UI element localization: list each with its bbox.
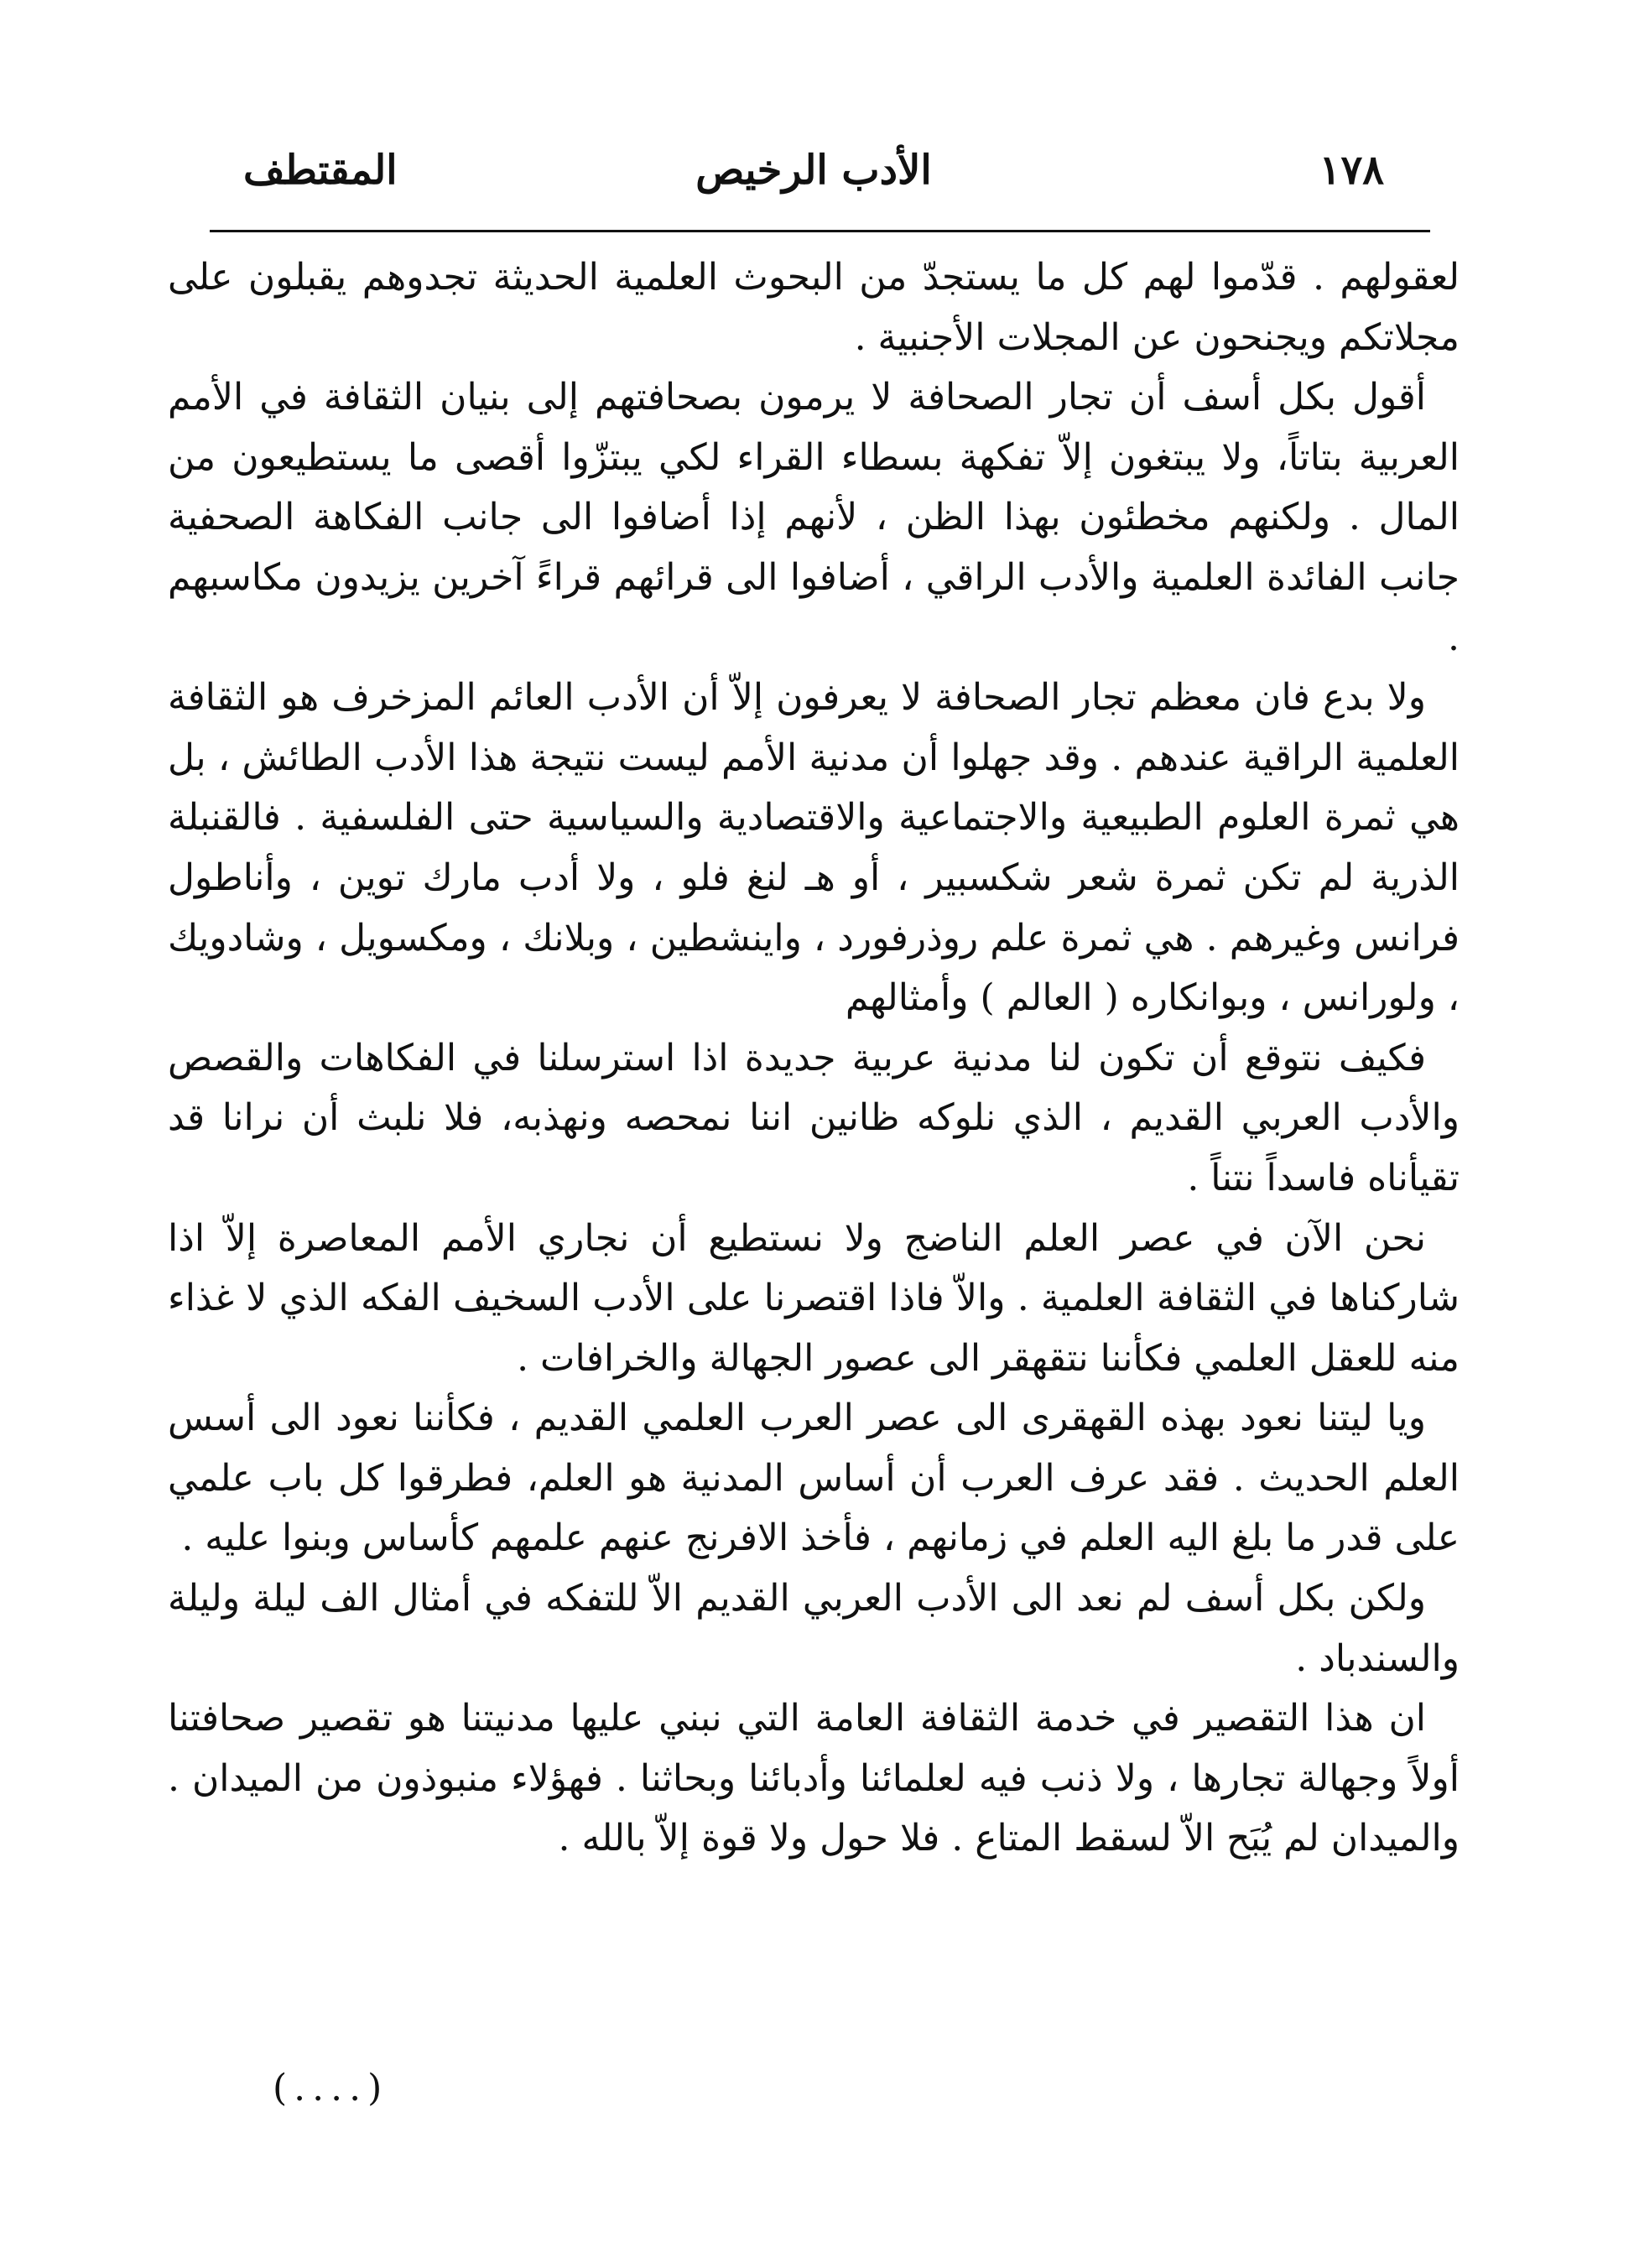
paragraph-1: لعقولهم . قدّموا لهم كل ما يستجدّ من البحوث العلمية الحديثة تجدوهم يقبلون على مجلاتكم ويجنحون عن المجلات الأجنبية . bbox=[168, 256, 1460, 359]
running-header bbox=[226, 141, 1401, 208]
closing-mark: (....) bbox=[273, 2067, 389, 2109]
paragraph-7: ولكن بكل أسف لم نعد الى الأدب العربي القديم الاّ للتفكه في أمثال الف ليلة وليلة والسندباد . bbox=[168, 1577, 1460, 1680]
header-rule bbox=[210, 230, 1430, 232]
article-title: الأدب الرخيص bbox=[695, 147, 932, 194]
paragraph-2: أقول بكل أسف أن تجار الصحافة لا يرمون بصحافتهم إلى بنيان الثقافة في الأمم العربية بتاتاً، ولا يبتغون إلاّ تفكهة بسطاء القراء لكي يبتزّوا أقصى ما يستطيعون من المال . ولكنهم مخطئون بهذا الظن ، لأنهم إذا أضافوا الى جانب الفكاهة الصحفية جانب الفائدة العلمية والأدب الراقي ، أضافوا الى قرائهم قراءً آخرين يزيدون مكاسبهم . bbox=[168, 376, 1460, 659]
article-body bbox=[168, 247, 1460, 1869]
journal-name: المقتطف bbox=[243, 147, 398, 194]
paragraph-4: فكيف نتوقع أن تكون لنا مدنية عربية جديدة اذا استرسلنا في الفكاهات والقصص والأدب العربي القديم ، الذي نلوكه ظانين اننا نمحصه ونهذبه، فلا نلبث أن نرانا قد تقيأناه فاسداً نتناً . bbox=[168, 1036, 1460, 1199]
paragraph-5: نحن الآن في عصر العلم الناضج ولا نستطيع أن نجاري الأمم المعاصرة إلاّ اذا شاركناها في الثقافة العلمية . والاّ فاذا اقتصرنا على الأدب السخيف الفكه الذي لا غذاء منه للعقل العلمي فكأننا نتقهقر الى عصور الجهالة والخرافات . bbox=[168, 1216, 1460, 1380]
page-number: ١٧٨ bbox=[1319, 147, 1384, 194]
paragraph-3: ولا بدع فان معظم تجار الصحافة لا يعرفون إلاّ أن الأدب العائم المزخرف هو الثقافة العلمية الراقية عندهم . وقد جهلوا أن مدنية الأمم ليست نتيجة هذا الأدب الطائش ، بل هي ثمرة العلوم الطبيعية والاجتماعية والاقتصادية والسياسية حتى الفلسفية . فالقنبلة الذرية لم تكن ثمرة شعر شكسبير ، أو هـ لنغ فلو ، ولا أدب مارك توين ، وأناطول فرانس وغيرهم . هي ثمرة علم روذرفورد ، واينشطين ، وبلانك ، ومكسويل ، وشادويك ، ولورانس ، وبوانكاره ( العالم ) وأمثالهم bbox=[168, 676, 1460, 1020]
paragraph-6: ويا ليتنا نعود بهذه القهقرى الى عصر العرب العلمي القديم ، فكأننا نعود الى أسس العلم الحديث . فقد عرف العرب أن أساس المدنية هو العلم، فطرقوا كل باب علمي على قدر ما بلغ اليه العلم في زمانهم ، فأخذ الافرنج عنهم علمهم كأساس وبنوا عليه . bbox=[168, 1397, 1460, 1560]
paragraph-8: ان هذا التقصير في خدمة الثقافة العامة التي نبني عليها مدنيتنا هو تقصير صحافتنا أولاً وجهالة تجارها ، ولا ذنب فيه لعلمائنا وأدبائنا وبحاثنا . فهؤلاء منبوذون من الميدان . والميدان لم يُبَح الاّ لسقط المتاع . فلا حول ولا قوة إلاّ بالله . bbox=[168, 1697, 1460, 1860]
